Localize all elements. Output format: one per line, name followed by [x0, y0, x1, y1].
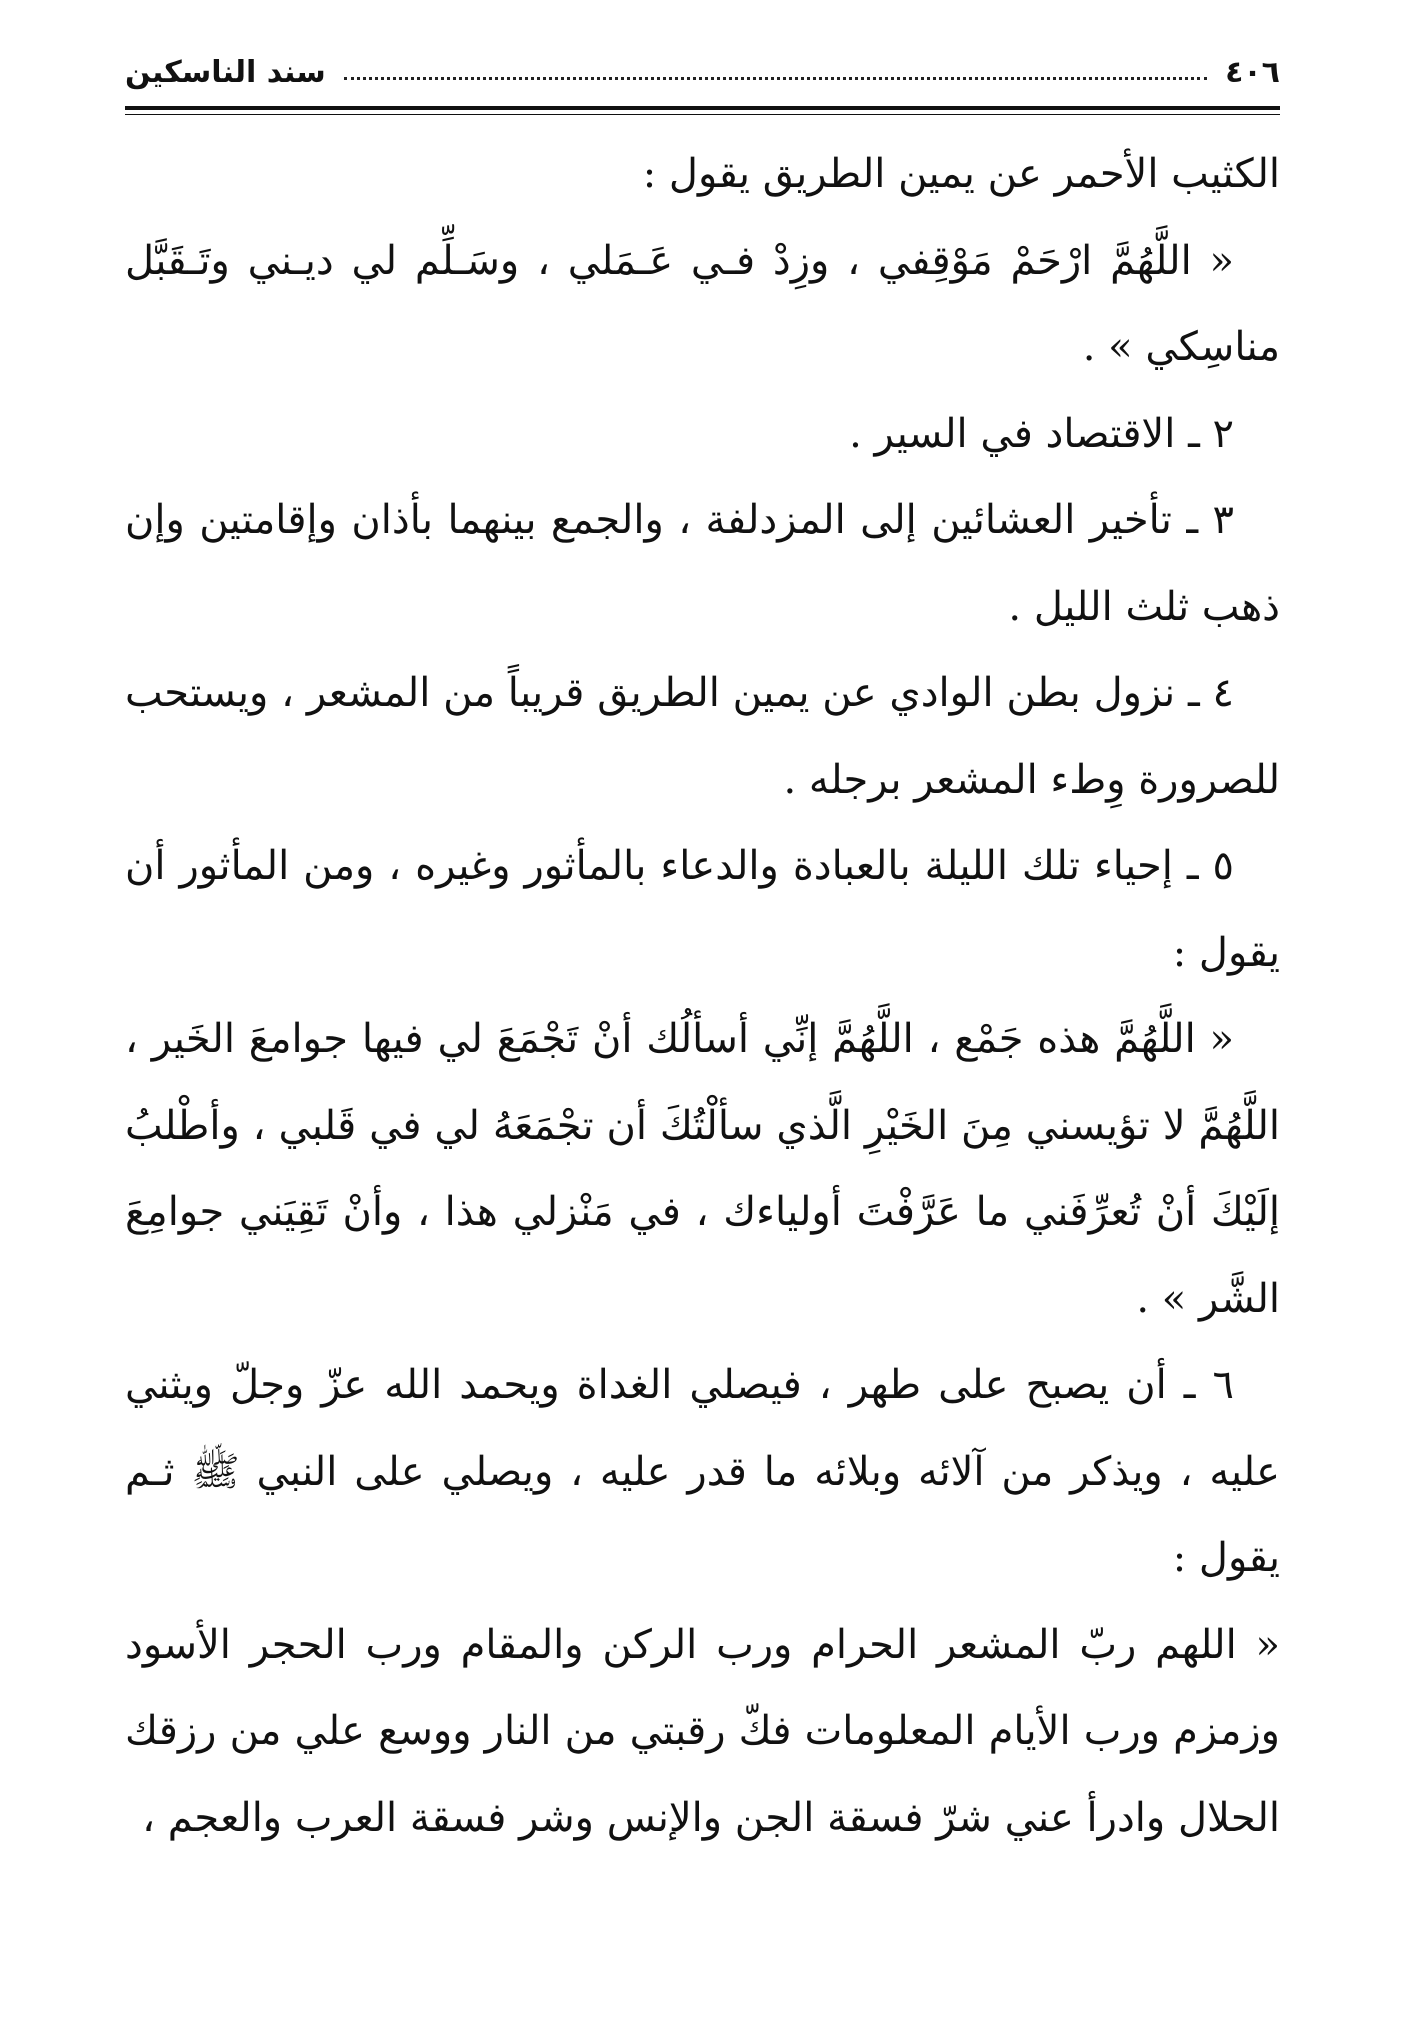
paragraph: ٢ ـ الاقتصاد في السير .: [849, 410, 1234, 457]
book-title: سند الناسكين: [125, 54, 326, 90]
paragraph: « اللَّهُمَّ هذه جَمْع ، اللَّهُمَّ إنِّي أسألُك أنْ تَجْمَعَ لي فيها جوامعَ الخَير ، اللَّهُمَّ لا تؤيسني مِنَ الخَيْرِ الَّذي سألْتُكَ أن تجْمَعَهُ لي في قَلبي ، وأطْلبُ إلَيْكَ أنْ تُعرِّفَني ما عَرَّفْتَ أولياءك ، في مَنْزلي هذا ، وأنْ تَقِيَني جوامِعَ الشَّر » .: [125, 1016, 1280, 1322]
running-header: [125, 48, 1280, 96]
paragraph: ٣ ـ تأخير العشائين إلى المزدلفة ، والجمع بينهما بأذان وإقامتين وإن ذهب ثلث الليل .: [125, 497, 1280, 630]
paragraph: « اللَّهُمَّ ارْحَمْ مَوْقِفي ، وزِدْ فـي عَـمَلي ، وسَـلِّم لي ديـني وتَـقَبَّل مناسِكي » .: [125, 237, 1280, 370]
paragraph: الكثيب الأحمر عن يمين الطريق يقول :: [642, 151, 1280, 197]
paragraph: « اللهم ربّ المشعر الحرام ورب الركن والمقام ورب الحجر الأسود وزمزم ورب الأيام المعلومات فكّ رقبتي من النار ووسع علي من رزقك الحلال وادرأ عني شرّ فسقة الجن والإنس وشر فسقة العرب والعجم ،: [125, 1621, 1280, 1841]
header-rule-thick: [125, 106, 1280, 110]
page-number: ٤٠٦: [1225, 54, 1280, 90]
dotted-leader: [344, 77, 1207, 80]
book-page: [125, 48, 1280, 1861]
header-rule-thin: [125, 114, 1280, 115]
paragraph: ٥ ـ إحياء تلك الليلة بالعبادة والدعاء بالمأثور وغيره ، ومن المأثور أن يقول :: [125, 843, 1280, 976]
paragraph: ٤ ـ نزول بطن الوادي عن يمين الطريق قريباً من المشعر ، ويستحب للصرورة وِطء المشعر برجله .: [125, 670, 1280, 803]
paragraph: ٦ ـ أن يصبح على طهر ، فيصلي الغداة ويحمد الله عزّ وجلّ ويثني عليه ، ويذكر من آلائه وبلائه ما قدر عليه ، ويصلي على النبي ﷺ ثـم يقول :: [125, 1362, 1280, 1581]
body-text: [125, 131, 1280, 1861]
